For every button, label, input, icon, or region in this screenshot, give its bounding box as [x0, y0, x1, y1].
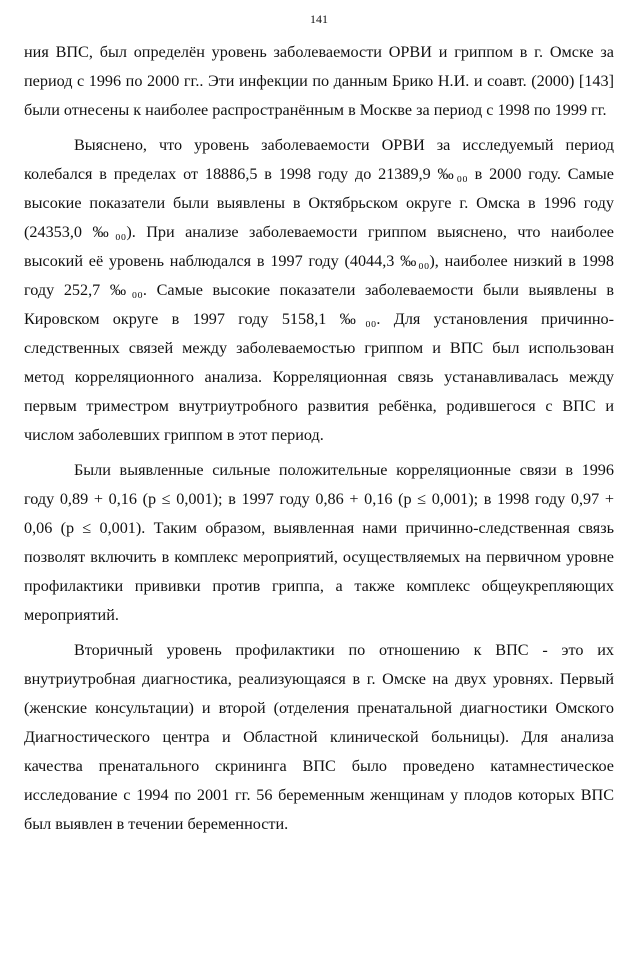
- paragraph-secondary-prevention: Вторичный уровень профилактики по отношению к ВПС - это их внутриутробная диагностика, реализующаяся в г. Омске на двух уровнях. Первый (женские консультации) и второй (отделения пренатальной диагностики Омского Диагностического центра и Областной клинической больницы). Для анализа качества пренатального скрининга ВПС было проведено катамнестическое исследование с 1994 по 2001 гг. 56 беременным женщинам у плодов которых ВПС был выявлен в течении беременности.: [24, 641, 614, 833]
- body-text: [24, 38, 614, 845]
- paragraph-correlation: Были выявленные сильные положительные корреляционные связи в 1996 году 0,89 + 0,16 (р ≤ 0,001); в 1997 году 0,86 + 0,16 (р ≤ 0,001); в 1998 году 0,97 + 0,06 (р ≤ 0,001). Таким образом, выявленная нами причинно-следственная связь позволят включить в комплекс мероприятий, осуществляемых на первичном уровне профилактики прививки против гриппа, а также комплекс общеукрепляющих мероприятий.: [24, 461, 614, 624]
- page-number: 141: [310, 12, 328, 26]
- paragraph-orvi-incidence: Выяснено, что уровень заболеваемости ОРВИ за исследуемый период колебался в пределах от 18886,5 в 1998 году до 21389,9 ‰₀₀ в 2000 году. Самые высокие показатели были выявлены в Октябрьском округе г. Омска в 1996 году (24353,0 ‰₀₀). При анализе заболеваемости гриппом выяснено, что наиболее высокий её уровень наблюдался в 1997 году (4044,3 ‰₀₀), наиболее низкий в 1998 году 252,7 ‰₀₀. Самые высокие показатели заболеваемости были выявлены в Кировском округе в 1997 году 5158,1 ‰₀₀. Для установления причинно-следственных связей между заболеваемостью гриппом и ВПС был использован метод корреляционного анализа. Корреляционная связь устанавливалась между первым триместром внутриутробного развития ребёнка, родившегося с ВПС и числом заболевших гриппом в этот период.: [24, 136, 614, 444]
- paragraph-continuation: ния ВПС, был определён уровень заболеваемости ОРВИ и гриппом в г. Омске за период с 1996 по 2000 гг.. Эти инфекции по данным Брико Н.И. и соавт. (2000) [143] были отнесены к наиболее распространённым в Москве за период с 1998 по 1999 гг.: [24, 43, 614, 119]
